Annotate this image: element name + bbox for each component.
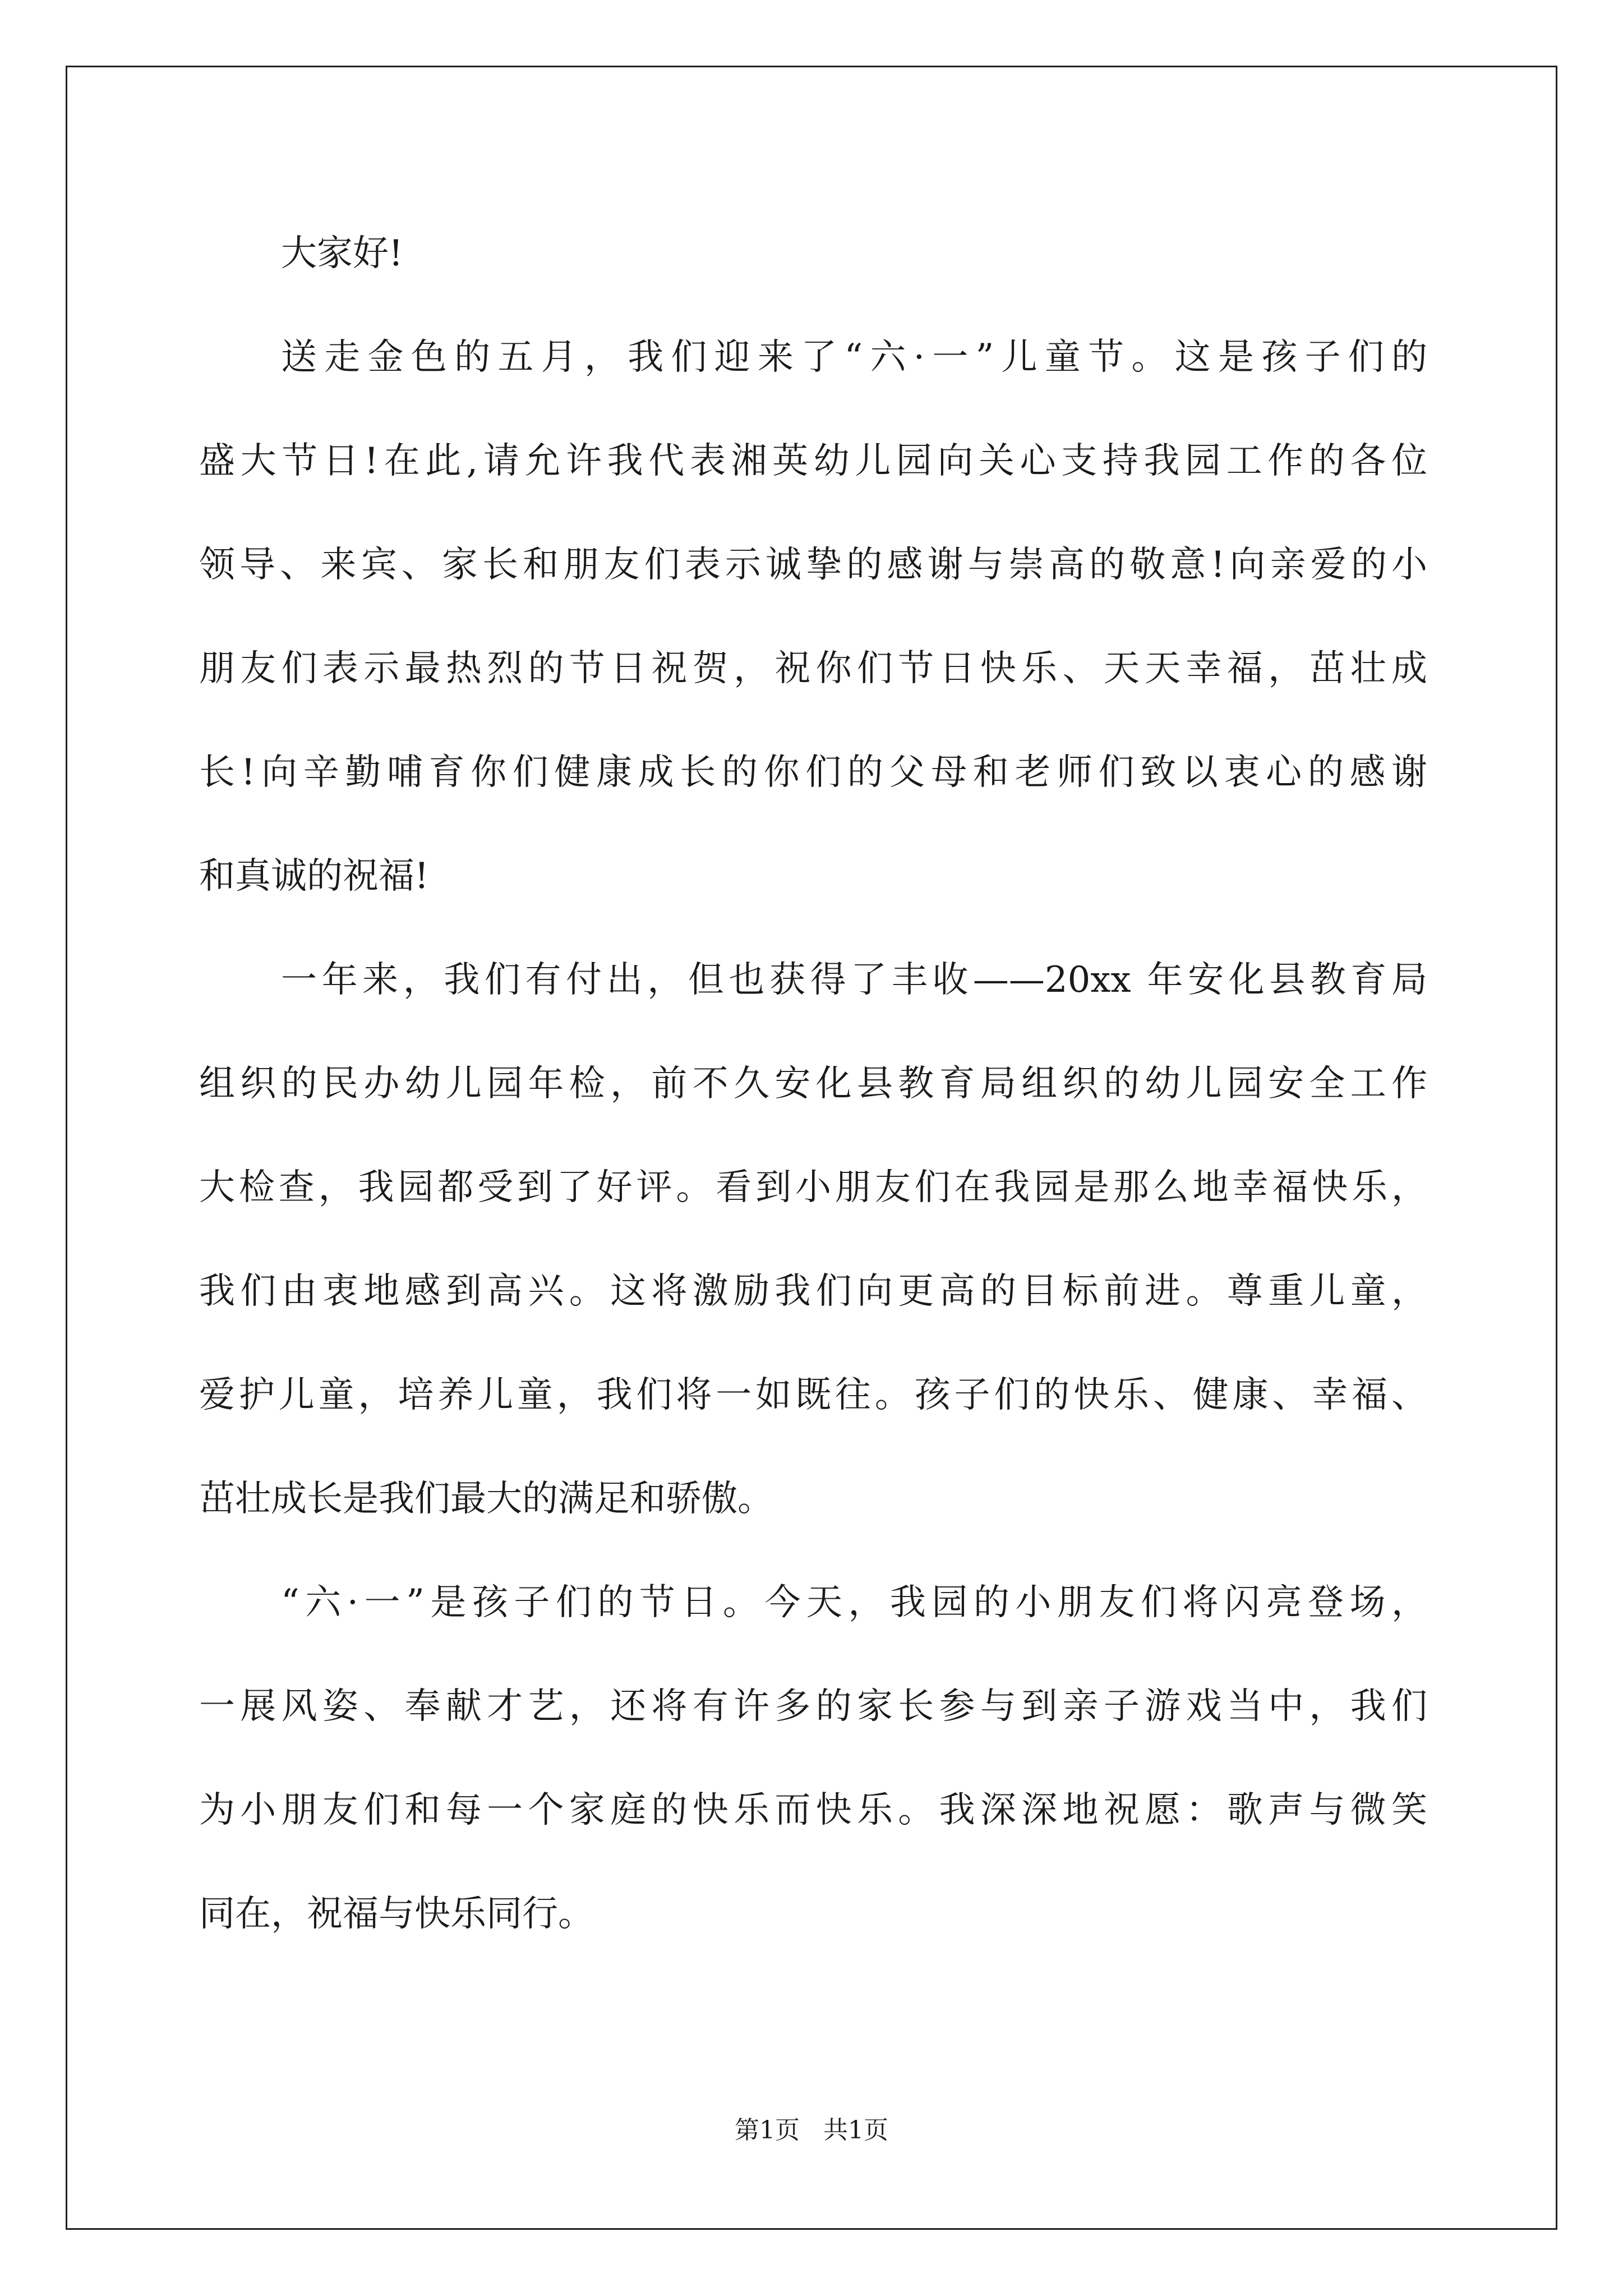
paragraph-line: 盛大节日!在此,请允许我代表湘英幼儿园向关心支持我园工作的各位 [199, 440, 1427, 482]
paragraph-line: 一展风姿、奉献才艺，还将有许多的家长参与到亲子游戏当中，我们 [199, 1686, 1427, 1727]
paragraph-line: 一年来，我们有付出，但也获得了丰收——20xx 年安化县教育局 [281, 959, 1427, 1001]
paragraph-1 [199, 306, 1427, 928]
paragraph-line: 大检查，我园都受到了好评。看到小朋友们在我园是那么地幸福快乐， [199, 1167, 1427, 1208]
paragraph-line: 和真诚的祝福! [199, 855, 429, 897]
paragraph-line: 爱护儿童，培养儿童，我们将一如既往。孩子们的快乐、健康、幸福、 [199, 1374, 1427, 1416]
paragraph-line: “六·一”是孩子们的节日。今天，我园的小朋友们将闪亮登场， [281, 1582, 1427, 1623]
paragraph-line: 领导、来宾、家长和朋友们表示诚挚的感谢与崇高的敬意!向亲爱的小 [199, 544, 1427, 586]
paragraph-line: 茁壮成长是我们最大的满足和骄傲。 [199, 1478, 773, 1520]
paragraph-3 [199, 1551, 1427, 1966]
paragraph-2 [199, 928, 1427, 1551]
greeting: 大家好! [281, 233, 403, 274]
page-number-footer: 第1页 共1页 [735, 2116, 888, 2145]
paragraph-line: 送走金色的五月，我们迎来了“六·一”儿童节。这是孩子们的 [281, 337, 1427, 378]
paragraph-line: 长!向辛勤哺育你们健康成长的你们的父母和老师们致以衷心的感谢 [199, 752, 1427, 793]
paragraph-line: 为小朋友们和每一个家庭的快乐而快乐。我深深地祝愿：歌声与微笑 [199, 1789, 1427, 1831]
paragraph-line: 同在，祝福与快乐同行。 [199, 1893, 594, 1935]
paragraph-line: 朋友们表示最热烈的节日祝贺，祝你们节日快乐、天天幸福，茁壮成 [199, 648, 1427, 689]
paragraph-line: 我们由衷地感到高兴。这将激励我们向更高的目标前进。尊重儿童， [199, 1271, 1427, 1312]
paragraph-line: 组织的民办幼儿园年检，前不久安化县教育局组织的幼儿园安全工作 [199, 1063, 1427, 1105]
document-body [199, 202, 1427, 1966]
